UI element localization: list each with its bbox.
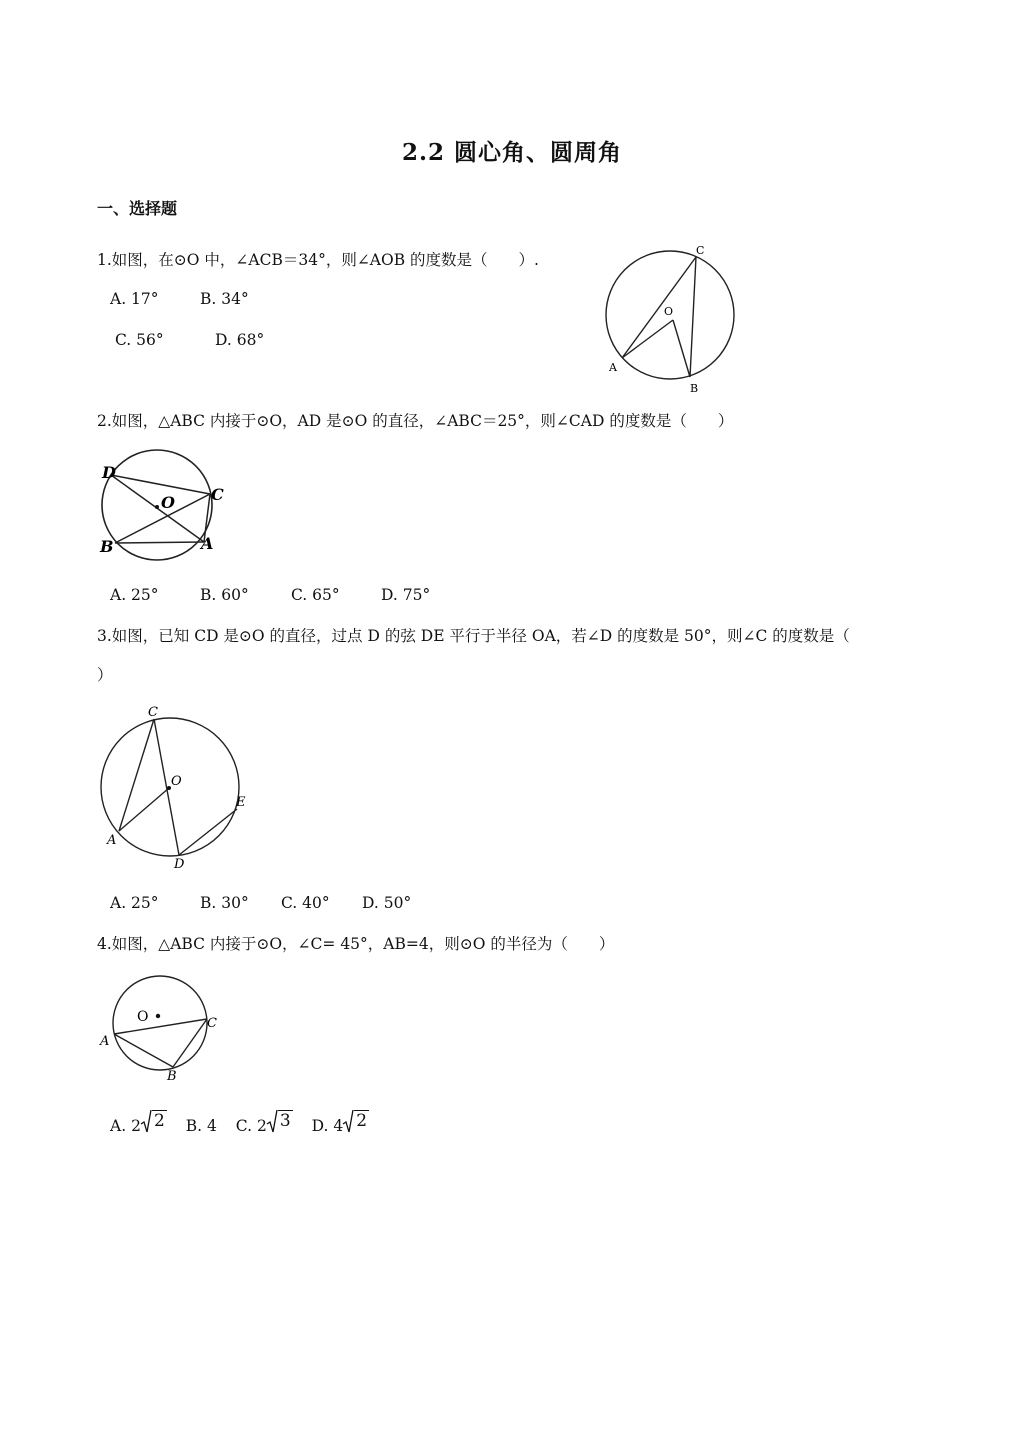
q2-chord-ba [115,542,204,543]
q1-option-b: B. 34° [200,290,249,308]
q4-option-c-letter: C. [235,1117,253,1135]
q1-option-d: D. 68° [215,331,265,349]
q2-chord-dc [111,475,210,494]
sqrt-symbol [142,1111,167,1136]
q1-label-c: C [696,244,705,257]
question-2-stem: 2.如图，△ABC 内接于⊙O，AD 是⊙O 的直径，∠ABC＝25°，则∠CAD 的度数是（ ） [97,412,734,430]
question-4-stem: 4.如图，△ABC 内接于⊙O，∠C= 45°，AB=4，则⊙O 的半径为（ ） [97,935,615,953]
q1-label-o: O [664,305,674,318]
question-4-figure [95,968,230,1088]
q3-label-c: C [148,705,158,720]
q3-option-b: B. 30° [200,894,249,912]
q2-label-d: D [102,463,116,482]
q4-label-b: B [167,1069,177,1084]
q3-option-a: A. 25° [110,894,159,912]
sqrt-symbol [268,1111,293,1136]
q1-label-b: B [690,382,699,395]
question-1-figure [595,236,745,401]
question-4-options [110,1111,369,1136]
question-1-options-row2 [115,331,264,349]
q4-option-b [186,1117,217,1135]
q2-label-c: C [211,485,224,504]
q4-option-d-coef: 4 [333,1117,344,1135]
q1-radius-oa [622,320,673,358]
q4-option-a-letter: A. [110,1117,127,1135]
page-title: 2.2 圆心角、圆周角 [401,139,623,166]
q3-chord-de [179,809,237,855]
q4-center-dot [156,1014,160,1018]
q4-option-c [235,1111,293,1136]
q1-radius-ob [673,320,690,377]
question-3-stem-line2: ） [97,666,113,684]
q1-chord-cb [690,257,696,377]
q2-option-b: B. 60° [200,586,249,604]
q3-option-d: D. 50° [362,894,412,912]
sqrt-symbol [344,1111,369,1136]
q3-radius-oa [119,788,169,831]
q1-chord-ca [622,257,696,358]
q1-option-a: A. 17° [110,290,159,308]
question-3-options [110,894,411,912]
q4-option-b-letter: B. [185,1117,203,1135]
q1-label-a: A [609,361,617,374]
q3-option-c: C. 40° [281,894,330,912]
q4-option-a [110,1111,167,1136]
q2-label-o: O [161,493,175,512]
question-1-stem: 1.如图，在⊙O 中，∠ACB＝34°，则∠AOB 的度数是（ ）. [97,251,539,269]
q4-option-b-coef: 4 [206,1117,217,1135]
q3-label-a: A [107,833,117,848]
q4-chord-ab [114,1034,173,1067]
question-3-figure [95,700,255,875]
q2-label-a: A [201,534,214,553]
section-heading: 一、选择题 [97,199,178,218]
q4-option-d-radicand: 2 [356,1111,368,1131]
q2-option-a: A. 25° [110,586,159,604]
q4-label-a: A [100,1034,110,1049]
question-3-stem-line1: 3.如图，已知 CD 是⊙O 的直径，过点 D 的弦 DE 平行于半径 OA，若∠D 的度数是 50°，则∠C 的度数是（ [97,627,850,645]
q2-option-c: C. 65° [291,586,340,604]
q2-label-b: B [100,537,114,556]
q4-label-c: C [207,1016,217,1031]
q3-label-e: E [236,795,246,810]
q3-label-d: D [174,857,185,872]
question-1-options-row1 [110,290,249,308]
q2-center-dot [155,505,159,509]
q4-option-a-radicand: 2 [153,1111,165,1131]
q4-option-c-radicand: 3 [279,1111,291,1131]
q4-option-a-coef: 2 [131,1117,141,1135]
q2-option-d: D. 75° [381,586,431,604]
q4-option-d [311,1111,369,1136]
question-2-figure [95,445,235,565]
q4-label-o: O [137,1009,149,1025]
q3-label-o: O [171,774,182,789]
q4-option-c-coef: 2 [256,1117,267,1135]
q1-option-c: C. 56° [115,331,164,349]
q4-chord-ac [114,1019,207,1034]
question-2-options [110,586,430,604]
q4-option-d-letter: D. [311,1117,329,1135]
q4-circle [113,976,207,1070]
